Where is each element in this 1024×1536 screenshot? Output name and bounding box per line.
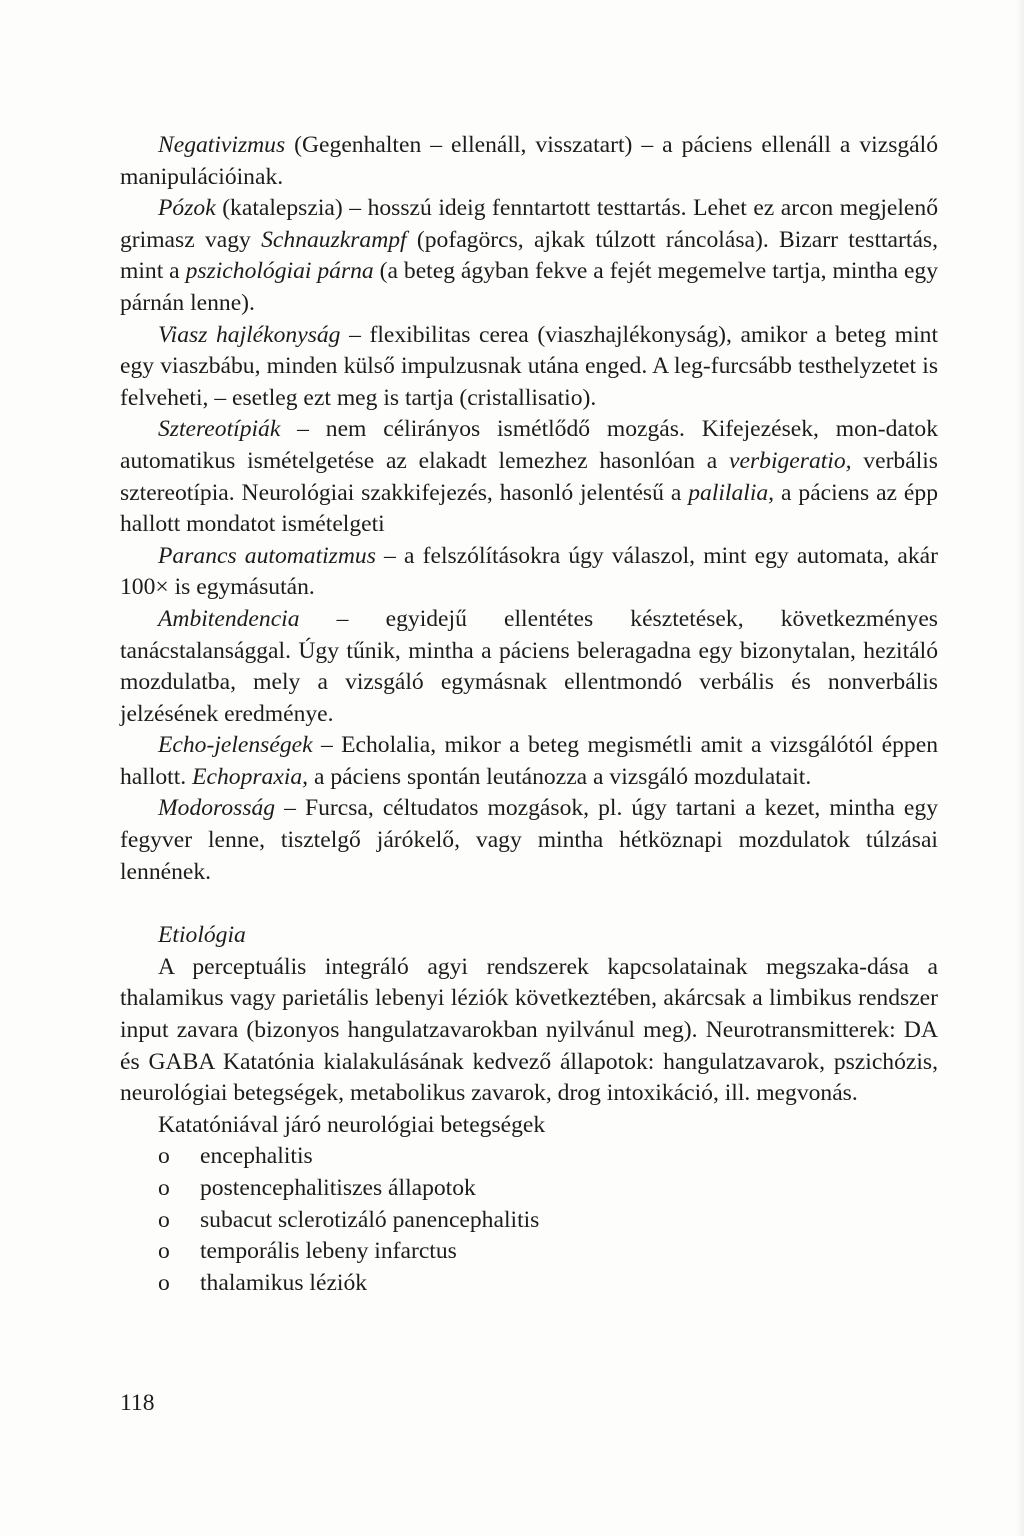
list-item [120, 1173, 938, 1205]
paragraph-modorossag [120, 793, 938, 888]
list-item-text: postencephalitiszes állapotok [200, 1175, 476, 1201]
paragraph-parancs-automatizmus [120, 541, 938, 604]
paragraph-sztereotipiak-text-2: verbális sztereotípia. Neurológiai szakkifejezés, hasonló jelentésű a [120, 447, 938, 506]
list-item [120, 1268, 938, 1300]
italic-echopraxia: Echopraxia, [192, 763, 309, 790]
paragraph-pozok-text-1: (katalepszia) – hosszú ideig fenntartott testtartás. Lehet ez arcon megjelenő grimasz vagy [120, 195, 938, 253]
paragraph-pozok [120, 193, 938, 319]
bullet-circle-icon: o [158, 1143, 170, 1170]
italic-pszichologiai-parna: pszichológiai párna [185, 258, 374, 285]
paragraph-pozok-text-2: (pofagörcs, ajkak túlzott ráncolása). Bizarr testtartás, mint a [120, 226, 938, 285]
paragraph-ambitendencia [120, 604, 938, 730]
italic-verbigeratio: verbigeratio, [729, 447, 852, 474]
page-text [120, 130, 938, 1299]
term-viasz-hajlekonysag: Viasz hajlékonyság [158, 321, 341, 348]
term-pozok: Pózok [158, 195, 216, 222]
term-sztereotipiak: Sztereotípiák [158, 416, 281, 443]
page-edge-shadow [1016, 0, 1024, 1536]
disease-list [120, 1141, 938, 1299]
term-parancs-automatizmus: Parancs automatizmus [158, 542, 376, 569]
paragraph-viasz-text: – flexibilitas cerea (viaszhajlékonyság), amikor a beteg mint egy viaszbábu, minden külső impulzusnak utána enged. A leg-furcsább testhelyzetet is felveheti, – esetleg ezt meg is tartja (cristallisatio). [120, 321, 939, 411]
term-echo-jelensegek: Echo-jelenségek [158, 732, 313, 759]
page-number: 118 [120, 1390, 155, 1416]
paragraph-echo-jelensegek [120, 730, 938, 793]
section-heading-etiologia: Etiológia [158, 922, 246, 949]
paragraph-modorossag-text: – Furcsa, céltudatos mozgások, pl. úgy tartani a kezet, mintha egy fegyver lenne, tisztelgő járókelő, vagy mintha hétköznapi mozdulatok túlzásai lennének. [120, 795, 938, 885]
paragraph-viasz-hajlekonysag [120, 320, 938, 415]
list-item-text: temporális lebeny infarctus [200, 1238, 457, 1265]
bullet-circle-icon: o [158, 1206, 170, 1233]
paragraph-ambitendencia-text: – egyidejű ellentétes késztetések, következményes tanácstalansággal. Úgy tűnik, mintha a páciens beleragadna egy bizonytalan, hezitáló mozdulatba, mely a vizsgáló egymásnak ellentmondó verbális és nonverbális jelzésének eredménye. [120, 605, 938, 727]
list-item [120, 1205, 938, 1237]
paragraph-echo-text-2: a páciens spontán leutánozza a vizsgáló mozdulatait. [308, 763, 812, 790]
italic-schnauzkrampf: Schnauzkrampf [261, 226, 407, 253]
paragraph-negativizmus [120, 130, 938, 193]
bullet-circle-icon: o [158, 1175, 170, 1201]
list-item [120, 1236, 938, 1268]
bullet-circle-icon: o [158, 1269, 170, 1296]
paragraph-sztereotipiak-text-3: a páciens az épp hallott mondatot ismételgeti [120, 479, 938, 538]
list-title: Katatóniával járó neurológiai betegségek [158, 1111, 546, 1138]
italic-palilalia: palilalia, [688, 479, 775, 506]
term-negativizmus: Negativizmus [158, 132, 286, 158]
paragraph-echo-text-1: – Echolalia, mikor a beteg megismétli amit a vizsgálótól éppen hallott. [120, 732, 938, 790]
list-item [120, 1141, 938, 1173]
paragraph-etiologia: A perceptuális integráló agyi rendszerek kapcsolatainak megszaka-dása a thalamikus vagy parietális lebenyi léziók következtében, akárcsak a limbikus rendszer input zavara (bizonyos hangulatzavarokban nyilvánul meg). Neurotransmitterek: DA és GABA Katatónia kialakulásának kedvező állapotok: hangulatzavarok, pszichózis, neurológiai betegségek, metabolikus zavarok, drog intoxikáció, ill. megvonás. [120, 953, 938, 1107]
bullet-circle-icon: o [158, 1238, 170, 1265]
paragraph-sztereotipiak-text-1: – nem célirányos ismétlődő mozgás. Kifejezések, mon-datok automatikus ismételgetése az elakadt lemezhez hasonlóan a [120, 416, 938, 474]
paragraph-parancs-text: – a felszólításokra úgy válaszol, mint egy automata, akár 100× is egymásután. [120, 542, 938, 601]
list-item-text: encephalitis [200, 1143, 313, 1170]
term-modorossag: Modorosság [158, 795, 276, 822]
list-item-text: subacut sclerotizáló panencephalitis [200, 1206, 540, 1233]
list-item-text: thalamikus léziók [200, 1269, 368, 1296]
paragraph-sztereotipiak [120, 414, 938, 540]
paragraph-pozok-text-3: (a beteg ágyban fekve a fejét megemelve tartja, mintha egy párnán lenne). [120, 258, 939, 316]
paragraph-negativizmus-text: (Gegenhalten – ellenáll, visszatart) – a páciens ellenáll a vizsgáló manipulációinak. [120, 132, 938, 190]
term-ambitendencia: Ambitendencia [158, 605, 300, 632]
